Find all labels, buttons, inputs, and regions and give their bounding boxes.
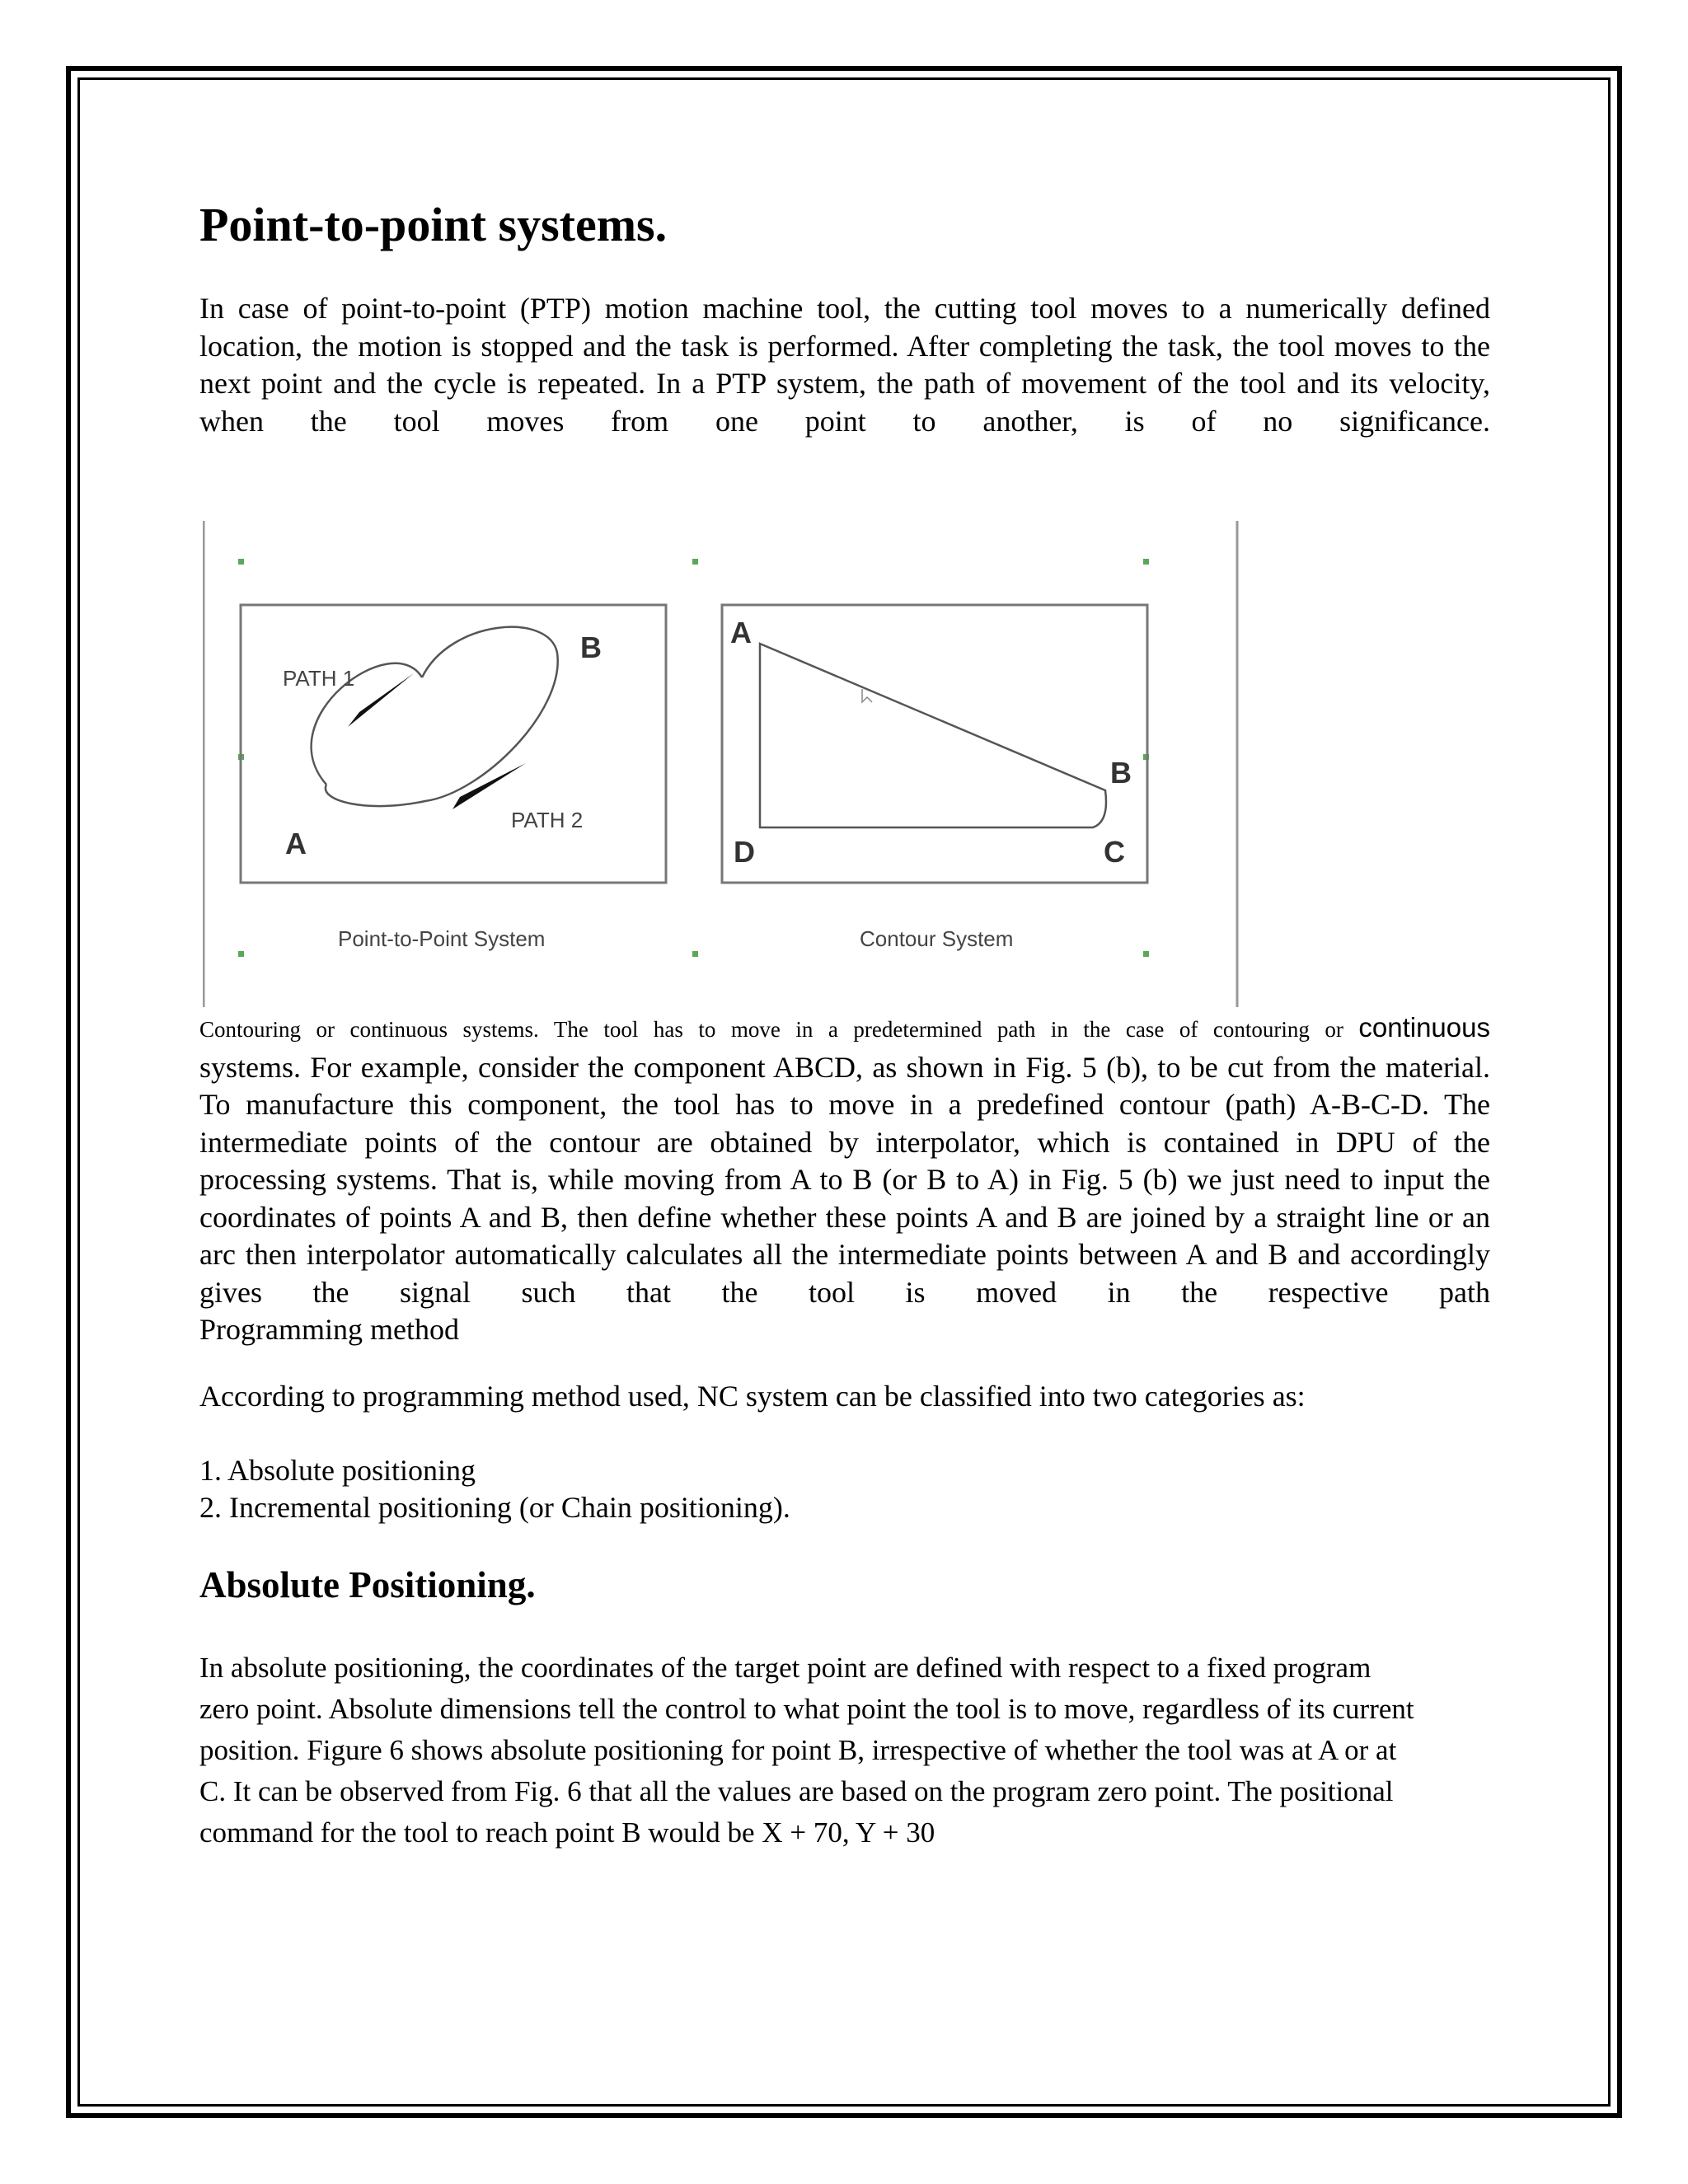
- absolute-line-2: zero point. Absolute dimensions tell the control to what point the tool is to move, regardless of its current: [199, 1693, 1414, 1725]
- contour-line-4: processing systems. That is, while moving from A to B (or B to A) in Fig. 5 (b) we just need to input the: [199, 1163, 1490, 1196]
- contour-caption: Contour System: [860, 926, 1014, 951]
- contour-lead-small: Contouring or continuous systems. The tool has to move in a predetermined path in the case of contouring or: [199, 1017, 1359, 1042]
- contour-point-c: C: [1104, 835, 1125, 869]
- programming-method-label: Programming method: [199, 1313, 459, 1346]
- absolute-line-1: In absolute positioning, the coordinates of the target point are defined with respect to a fixed program: [199, 1652, 1372, 1684]
- selection-handles: [238, 559, 1149, 957]
- heading-point-to-point: Point-to-point systems.: [199, 198, 668, 251]
- absolute-paragraph: [199, 1647, 1518, 1854]
- contour-line-1: systems. For example, consider the component ABCD, as shown in Fig. 5 (b), to be cut from the material.: [199, 1050, 1490, 1084]
- ptp-line-3: next point and the cycle is repeated. In a PTP system, the path of movement of the tool and its velocity,: [199, 367, 1490, 400]
- contour-path: [760, 644, 1106, 827]
- ptp-line-4: when the tool moves from one point to another, is of no significance.: [199, 404, 1490, 438]
- contour-line-2: To manufacture this component, the tool has to move in a predefined contour (path) A-B-C-D. The: [199, 1088, 1490, 1121]
- contour-line-6: arc then interpolator automatically calculates all the intermediate points between A and B and accordingly: [199, 1238, 1490, 1271]
- contour-line-5: coordinates of points A and B, then define whether these points A and B are joined by a straight line or an: [199, 1200, 1490, 1234]
- classification-block: [199, 1378, 1490, 1526]
- classification-intro: According to programming method used, NC system can be classified into two categories as:: [199, 1380, 1306, 1413]
- ptp-point-a: A: [285, 827, 307, 860]
- contour-point-a: A: [730, 616, 752, 649]
- absolute-line-4: C. It can be observed from Fig. 6 that all the values are based on the program zero point. The positional: [199, 1775, 1394, 1807]
- ptp-line-1: In case of point-to-point (PTP) motion machine tool, the cutting tool moves to a numerically defined: [199, 292, 1490, 325]
- ptp-tool-1: [348, 673, 414, 727]
- ptp-path1-label: PATH 1: [283, 666, 355, 691]
- contour-panel-box: [722, 605, 1147, 883]
- ptp-point-b: B: [580, 630, 602, 664]
- contour-point-b: B: [1110, 756, 1132, 790]
- list-item-absolute: 1. Absolute positioning: [199, 1454, 476, 1487]
- heading-absolute-positioning: Absolute Positioning.: [199, 1564, 536, 1605]
- ptp-paragraph: [199, 290, 1490, 440]
- contour-point-d: D: [734, 835, 755, 869]
- contour-lead-big: continuous: [1358, 1012, 1490, 1043]
- absolute-line-5: command for the tool to reach point B would be X + 70, Y + 30: [199, 1816, 935, 1849]
- absolute-line-3: position. Figure 6 shows absolute positioning for point B, irrespective of whether the tool was at A or at: [199, 1734, 1397, 1766]
- ptp-line-2: location, the motion is stopped and the task is performed. After completing the task, the tool moves to the: [199, 329, 1490, 363]
- contour-paragraph: [199, 1009, 1490, 1349]
- contour-line-7: gives the signal such that the tool is moved in the respective path: [199, 1275, 1490, 1309]
- contour-line-3: intermediate points of the contour are obtained by interpolator, which is contained in DPU of the: [199, 1125, 1490, 1159]
- figure-ptp-vs-contour: [203, 521, 1240, 1007]
- contour-lead-line: [199, 1009, 1490, 1049]
- ptp-caption: Point-to-Point System: [338, 926, 546, 951]
- ptp-path2-label: PATH 2: [511, 808, 584, 832]
- list-item-incremental: 2. Incremental positioning (or Chain positioning).: [199, 1491, 790, 1524]
